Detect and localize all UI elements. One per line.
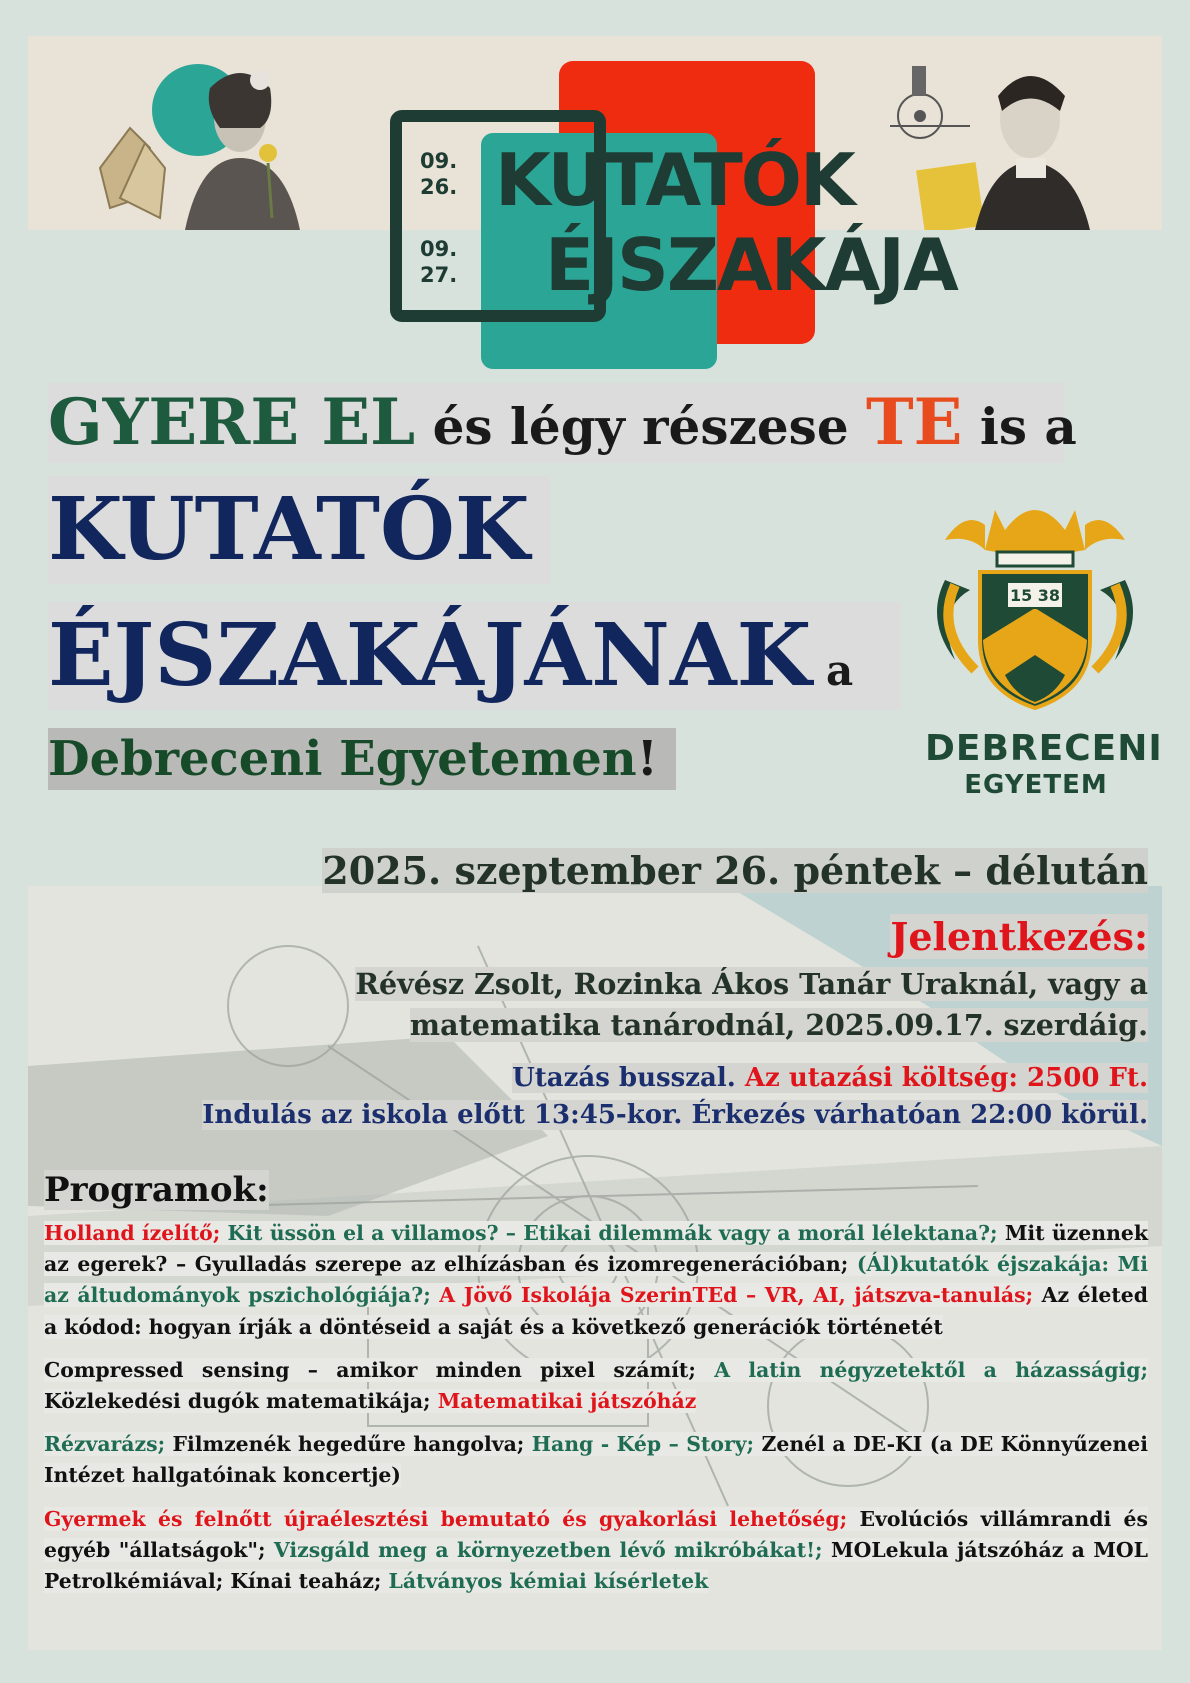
- program-item: Matematikai játszóház: [430, 1389, 697, 1414]
- university-name-line-2: EGYETEM: [964, 770, 1108, 800]
- programs-group-1: [44, 1218, 1148, 1343]
- programs-group-3: [44, 1429, 1148, 1491]
- university-crest-icon: [925, 490, 1145, 715]
- event-date-start: 09. 26.: [420, 149, 458, 199]
- programs-title: Programok:: [44, 1170, 269, 1210]
- program-item: Evolúciós villámrandi és egyéb "állatságok";: [44, 1506, 1149, 1562]
- heading-line-3: ÉJSZAKÁJÁNAK a: [48, 602, 900, 710]
- program-item: Holland ízelítő;: [44, 1221, 221, 1245]
- vintage-woman-illustration: [90, 48, 320, 230]
- program-item: Hang - Kép – Story;: [524, 1432, 755, 1457]
- programs-group-4: [44, 1504, 1148, 1598]
- program-item: A Jövő Iskolája SzerinTEd – VR, AI, játszva-tanulás;: [430, 1283, 1034, 1308]
- registration-title: Jelentkezés:: [890, 914, 1148, 959]
- logo-word-kutatok: KUTATÓK: [495, 138, 854, 222]
- program-item: A latin négyzetektől a házasságig;: [695, 1357, 1148, 1382]
- heading-line-1: GYERE EL és légy részese TE is a: [48, 383, 1064, 463]
- program-item: Compressed sensing – amikor minden pixel számít;: [44, 1357, 696, 1382]
- vintage-man-illustration: [880, 56, 1090, 230]
- program-item: Zenél a DE-KI (a DE Könnyűzenei Intézet hallgatóinak koncertje): [44, 1432, 1148, 1488]
- event-date-end: 09. 27.: [420, 237, 458, 287]
- heading-line-4: Debreceni Egyetemen!: [48, 728, 676, 790]
- program-item: Mit üzennek az egerek? – Gyulladás szerepe az elhízásban és izomregenerációban;: [44, 1221, 1148, 1277]
- program-item: Látványos kémiai kísérletek: [381, 1569, 709, 1594]
- program-item: MOLekula játszóház a MOL Petrolkémiával; Kínai teaház;: [44, 1537, 1148, 1594]
- program-item: Filmzenék hegedűre hangolva;: [165, 1432, 525, 1457]
- logo-word-ejszakaja: ÉJSZAKÁJA: [545, 223, 957, 307]
- crest-year: 15 38: [1009, 586, 1061, 605]
- programs-group-2: [44, 1355, 1148, 1417]
- program-item: (Ál)kutatók éjszakája: Mi az áltudományok pszichológiája?;: [44, 1252, 1148, 1308]
- program-item: Vizsgáld meg a környezetben lévő mikróbákat!;: [265, 1537, 823, 1562]
- program-item: Közlekedési dugók matematikája;: [44, 1389, 431, 1414]
- heading-line-2: KUTATÓK: [48, 476, 550, 584]
- program-item: Kit üssön el a villamos? – Etikai dilemmák vagy a morál lélektana?;: [220, 1221, 998, 1245]
- program-item: Az életed a kódod: hogyan írják a döntéseid a saját és a következő generációk történetét: [44, 1283, 1148, 1339]
- programs-list: [44, 1218, 1148, 1609]
- travel-info: Utazás busszal. Az utazási költség: 2500 Ft. Indulás az iskola előtt 13:45-kor. Érkezés várhatóan 22:00 körül.: [202, 1063, 1148, 1130]
- program-item: Gyermek és felnőtt újraélesztési bemutató és gyakorlási lehetőség;: [44, 1506, 848, 1531]
- event-date-line: 2025. szeptember 26. péntek – délután: [322, 848, 1148, 893]
- registration-details: Révész Zsolt, Rozinka Ákos Tanár Uraknál, vagy a matematika tanárodnál, 2025.09.17. szerdáig.: [355, 967, 1148, 1042]
- program-item: Rézvarázs;: [44, 1432, 166, 1457]
- university-name-line-1: DEBRECENI: [925, 728, 1163, 769]
